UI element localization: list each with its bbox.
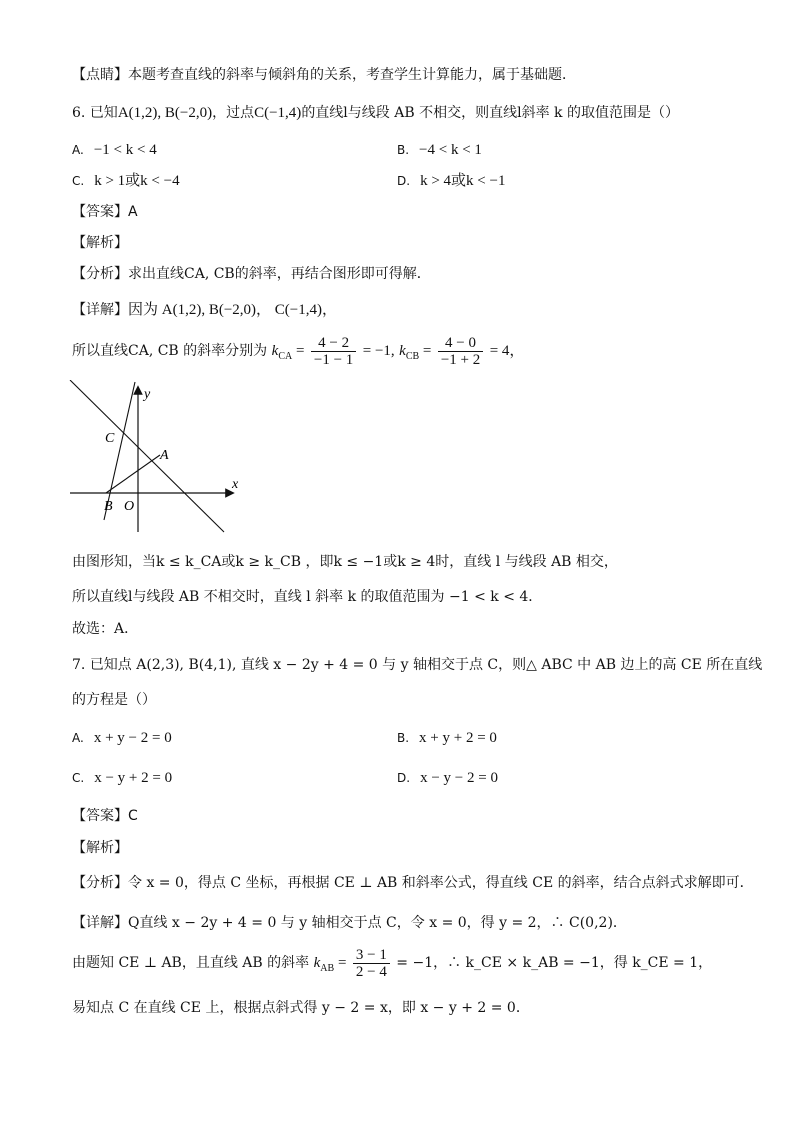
line-ca: [70, 380, 224, 532]
q6-detail: [72, 300, 337, 320]
option-label: D.: [397, 771, 411, 785]
q7-detail-line-2: 由题知 CE ⊥ AB，且直线 AB 的斜率 $k_{AB}$ = $\frac{3 - 1}{2 - 4}$ = −1，∴ k_CE × k_AB = −1，得 k_CE = 1，: [72, 946, 713, 980]
q7-stem-line-2-text: 的方程是（）: [72, 692, 156, 708]
q6-stem-points: A(1,2), B(−2,0): [117, 105, 213, 121]
q6-stem-point-c: C(−1,4): [254, 105, 302, 121]
q7-analysis: [72, 838, 128, 858]
answer-tag: 【答案】: [72, 204, 128, 220]
q6-stem-part1: 已知: [89, 105, 118, 121]
q6-stem: [72, 103, 679, 123]
line3-text: 易知点 C 在直线 CE 上，根据点斜式得 y − 2 = x，即 x − y + 2 = 0．: [72, 1000, 530, 1016]
slope-fraction-1: [311, 335, 356, 368]
slope-kca-sub: CA: [278, 351, 293, 362]
q6-choose: [72, 619, 138, 639]
option-text: k > 1或k < −4: [94, 173, 180, 189]
q6-stem-part3: 的直线l与线段 AB 不相交，则直线l斜率 k 的取值范围是（）: [301, 105, 679, 121]
option-text: x + y + 2 = 0: [419, 730, 497, 746]
label-x: x: [232, 477, 239, 492]
option-label: B.: [397, 143, 410, 157]
detail-text: 因为 A(1,2), B(−2,0)， C(−1,4)，: [128, 302, 337, 318]
q6-conclusion-2: [72, 587, 542, 607]
slope-mid: = −1,: [362, 343, 395, 359]
fenxi-tag: 【分析】: [72, 266, 128, 282]
detail-text: Q直线 x − 2y + 4 = 0 与 y 轴相交于点 C，令 x = 0，得 y = 2，∴ C(0,2)．: [128, 915, 627, 931]
q7-answer: [72, 806, 138, 826]
q6-option-b: [397, 140, 482, 160]
answer-value: C: [128, 808, 138, 824]
conclusion-2-text: 所以直线l与线段 AB 不相交时，直线 l 斜率 k 的取值范围为 −1 < k < 4．: [72, 589, 543, 605]
slope-kcb-sub: CB: [405, 351, 420, 362]
q6-analysis: [72, 233, 128, 253]
q7-detail-line-3: [72, 998, 530, 1018]
q6-fenxi: [72, 264, 431, 284]
option-text: −4 < k < 1: [419, 142, 482, 158]
option-label: C.: [72, 771, 85, 785]
q6-stem-part2: ，过点: [212, 105, 255, 121]
q6-conclusion-1: [72, 552, 618, 572]
q6-option-c: [72, 171, 180, 191]
analysis-tag: 【解析】: [72, 235, 128, 251]
conclusion-1-text: 由图形知，当k ≤ k_CA或k ≥ k_CB ，即k ≤ −1或k ≥ 4时，直线 l 与线段 AB 相交，: [72, 554, 618, 570]
fenxi-text: 求出直线CA, CB的斜率，再结合图形即可得解．: [128, 266, 431, 282]
fenxi-tag: 【分析】: [72, 875, 128, 891]
option-label: C.: [72, 174, 85, 188]
q7-stem-line-1-text: 已知点 A(2,3), B(4,1), 直线 x − 2y + 4 = 0 与 y 轴相交于点 C，则△ ABC 中 AB 边上的高 CE 所在直线: [89, 657, 763, 673]
slope-prefix: 所以直线CA, CB 的斜率分别为: [72, 343, 268, 359]
fraction-numerator: 4 − 0: [438, 335, 483, 352]
note-tag: 【点睛】: [72, 67, 128, 83]
answer-tag: 【答案】: [72, 808, 128, 824]
detail-tag: 【详解】: [72, 915, 128, 931]
q6-slope-line: 所以直线CA, CB 的斜率分别为 $k_{CA}$ = $\frac{4 - 2}{-1 - 1}$ = −1, $k_{CB}$ = $\frac{4 - 0}{-1 + 2}$ = 4，: [72, 334, 525, 368]
slope-kcb-label: k: [399, 343, 406, 359]
q7-stem-line-1: [72, 655, 762, 675]
fraction-denominator: −1 + 2: [440, 351, 481, 368]
option-text: −1 < k < 4: [93, 142, 157, 158]
option-label: D.: [397, 174, 411, 188]
q6-option-d: [397, 171, 505, 191]
analysis-tag: 【解析】: [72, 840, 128, 856]
note-text: 本题考查直线的斜率与倾斜角的关系，考查学生计算能力，属于基础题．: [128, 67, 576, 83]
coordinate-figure: [68, 380, 248, 538]
detail-tag: 【详解】: [72, 302, 128, 318]
q7-fenxi: [72, 873, 754, 893]
line2-fraction: [353, 947, 390, 980]
fenxi-text: 令 x = 0，得点 C 坐标，再根据 CE ⊥ AB 和斜率公式，得直线 CE 的斜率，结合点斜式求解即可．: [128, 875, 754, 891]
option-label: A.: [72, 731, 84, 745]
q6-answer: [72, 202, 138, 222]
label-a: A: [160, 448, 169, 463]
fraction-numerator: 3 − 1: [353, 947, 390, 964]
option-label: A.: [72, 143, 84, 157]
q6-number: 6.: [72, 105, 86, 121]
option-text: k > 4或k < −1: [420, 173, 506, 189]
q7-stem-line-2: [72, 690, 156, 710]
q7-option-a: [72, 728, 172, 748]
slope-kca-label: k: [271, 343, 279, 359]
line2-suffix: = −1，∴ k_CE × k_AB = −1，得 k_CE = 1，: [396, 955, 713, 971]
q7-option-c: [72, 768, 172, 788]
fraction-denominator: 2 − 4: [355, 963, 387, 980]
line2-k-sub: AB: [320, 963, 335, 974]
q7-detail: [72, 913, 627, 933]
label-c: C: [105, 431, 115, 446]
label-y: y: [144, 387, 151, 402]
option-text: x − y − 2 = 0: [420, 770, 498, 786]
label-b: B: [104, 499, 113, 514]
answer-value: A: [128, 204, 138, 220]
line2-prefix: 由题知 CE ⊥ AB，且直线 AB 的斜率: [72, 955, 310, 971]
label-o: O: [124, 499, 135, 514]
option-text: x + y − 2 = 0: [93, 730, 172, 746]
q7-option-d: [397, 768, 498, 788]
q7-option-b: [397, 728, 497, 748]
fraction-denominator: −1 − 1: [313, 351, 354, 368]
line2-k: k: [313, 955, 321, 971]
fraction-numerator: 4 − 2: [311, 335, 356, 352]
option-label: B.: [397, 731, 410, 745]
q5-note: [72, 65, 576, 85]
option-text: x − y + 2 = 0: [94, 770, 173, 786]
q6-option-a: [72, 140, 157, 160]
q7-number: 7.: [72, 657, 86, 673]
slope-end: = 4，: [489, 343, 525, 359]
choose-text: 故选：A．: [72, 621, 139, 637]
slope-fraction-2: [438, 335, 483, 368]
